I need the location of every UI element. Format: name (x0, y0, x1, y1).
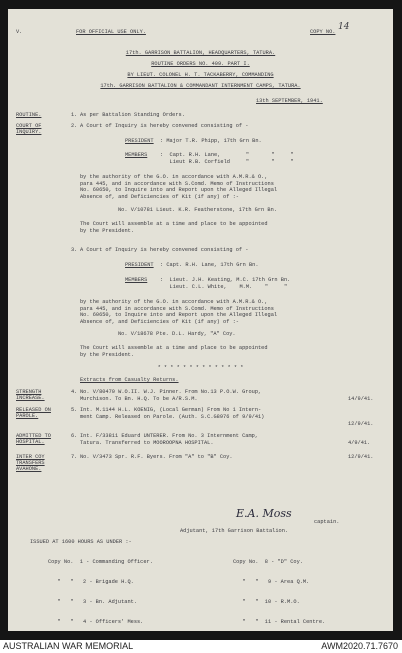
distribution-entry: " " 3 - Bn. Adjutant. (48, 598, 138, 605)
item-2-subject: No. V/10781 Lieut. K.R. Featherstone, 17th Grn Bn. (118, 207, 277, 213)
document-page (8, 9, 393, 631)
order-date: 13th SEPTEMBER, 1941. (256, 98, 323, 104)
item-2-president-value: : Major T.R. Phipp, 17th Grn Bn. (160, 138, 262, 144)
item-5-number: 5. (71, 407, 78, 413)
item-3-number: 3. (71, 247, 78, 253)
side-heading-court-of-inquiry: COURT OF INQUIRY. (16, 123, 42, 136)
title-commanding: BY LIEUT. COLONEL H. T. TACKABERRY, COMMANDING (127, 72, 274, 78)
adjutant-signature: E.A. Moss (236, 507, 292, 520)
distribution-entry: Copy No. 8 - "D" Coy. (233, 559, 303, 566)
item-3-members-value: : Lieut. J.H. Keating, M.C. 17th Grn Bn. Lieut. C.L. White, M.M. " " (160, 277, 291, 290)
item-7-date: 12/9/41. (348, 454, 374, 460)
item-5-date: 12/9/41. (348, 421, 374, 427)
item-2-number: 2. (71, 123, 78, 129)
item-7-number: 7. (71, 454, 78, 460)
side-heading-strength-increase: STRENGTH INCREASE. (16, 389, 45, 402)
v-mark: V. (16, 29, 23, 35)
distribution-issued: ISSUED AT 1600 HOURS AS UNDER :- (30, 539, 132, 545)
section-divider-stars: * * * * * * * * * * * * * * (157, 365, 244, 371)
item-6-number: 6. (71, 433, 78, 439)
distribution-entry: " " 10 - R.M.O. (233, 598, 300, 605)
copy-label: COPY NO. (310, 29, 336, 35)
item-2-president-label: PRESIDENT (125, 138, 154, 144)
distribution-entry: " " 2 - Brigade H.Q. (48, 578, 134, 585)
item-3-closing: The Court will assemble at a time and place to be appointed by the President. (80, 345, 268, 358)
title-battalion: 17th. GARRISON BATTALION, HEADQUARTERS, TATURA. (125, 50, 276, 56)
item-2-closing: The Court will assemble at a time and place to be appointed by the President. (80, 221, 268, 234)
side-heading-released-on-parole: RELEASED ON PAROLE. (16, 407, 51, 420)
classification: FOR OFFICIAL USE ONLY. (76, 29, 146, 35)
item-2-intro: A Court of Inquiry is hereby convened consisting of - (80, 123, 249, 129)
item-2-body: by the authority of the G.O. in accordance with A.M.R.& O., para 445, and in accordance with S.Comd. Memo of Instructions No. 60650, to Inquire into and Report upon the Alleged Illegal Absence of, and Deficiencies of Kit (if any) of :- (80, 174, 278, 200)
item-4-text: No. V/80470 W.O.II. W.J. Pinner. From No.13 P.O.W. Group, Murchison. To Bn. H.Q. To be A/R.S.M. (80, 389, 262, 402)
archive-name: AUSTRALIAN WAR MEMORIAL (3, 641, 134, 651)
accession-number: AWM2020.71.7670 (321, 641, 398, 651)
distribution-entry: " " 11 - Rental Centre. (233, 618, 326, 625)
extracts-heading: Extracts from Casualty Returns. (80, 377, 179, 383)
title-orders: ROUTINE ORDERS NO. 409. PART I. (151, 61, 250, 67)
item-3-president-label: PRESIDENT (125, 262, 154, 268)
item-5-text: Int. M.1144 H.L. KOENIG, (Local German) From No 1 Intern- ment Camp. Released on Parole. (Auth. S.C.G8976 of 9/9/41) (80, 407, 265, 420)
distribution-entry: Copy No. 1 - Commanding Officer. (48, 559, 153, 566)
item-7-text: No. V/3473 Spr. R.F. Byers. From "A" to "B" Coy. (80, 454, 233, 460)
copy-number: 14 (338, 22, 350, 32)
item-2-members-value: : Capt. R.H. Lane, " " " Lieut R.B. Corfield " " " (160, 152, 294, 165)
side-heading-inter-coy-transfers: INTER COY TRANSFERS AVAHONE. (16, 454, 45, 473)
item-1-number: 1. (71, 112, 78, 118)
signature-title: Adjutant, 17th Garrison Battalion. (180, 528, 289, 534)
item-1-text: As per Battalion Standing Orders. (80, 112, 185, 118)
item-6-date: 4/9/41. (348, 440, 371, 446)
title-camps: 17th. GARRISON BATTALION & COMMANDANT INTERNMENT CAMPS, TATURA. (100, 83, 301, 89)
item-3-members-label: MEMBERS (125, 277, 148, 283)
item-6-text: Int. F/33811 Eduard UNTERER. From No. 3 Internment Camp, Tatura. Transferred to MOOROOPNA HOSPITAL. (80, 433, 259, 446)
item-4-number: 4. (71, 389, 78, 395)
item-2-members-label: MEMBERS (125, 152, 148, 158)
item-4-date: 14/9/41. (348, 396, 374, 402)
signature-rank: captain. (314, 519, 340, 525)
side-heading-admitted-to-hospital: ADMITTED TO HOSPITAL. (16, 433, 51, 446)
side-heading-routine: ROUTINE. (16, 112, 42, 118)
item-3-body: by the authority of the G.O. in accordance with A.M.R.& O., para 445, and in accordance with S.Comd. Memo of Instructions No. 60650, to Inquire into and Report upon the Alleged Illegal Absence of, and Deficiencies of Kit (if any) of :- (80, 299, 278, 325)
item-3-subject: No. V/18678 Pte. D.L. Hardy, "A" Coy. (118, 331, 236, 337)
item-3-president-value: : Capt. R.H. Lane, 17th Grn Bn. (160, 262, 259, 268)
item-3-intro: A Court of Inquiry is hereby convened consisting of - (80, 247, 249, 253)
distribution-entry: " " 4 - Officers' Mess. (48, 618, 144, 625)
distribution-list-right (233, 546, 325, 631)
archive-footer (0, 640, 402, 653)
distribution-entry: " " 9 - Area Q.M. (233, 578, 310, 585)
distribution-list-left (48, 546, 153, 631)
